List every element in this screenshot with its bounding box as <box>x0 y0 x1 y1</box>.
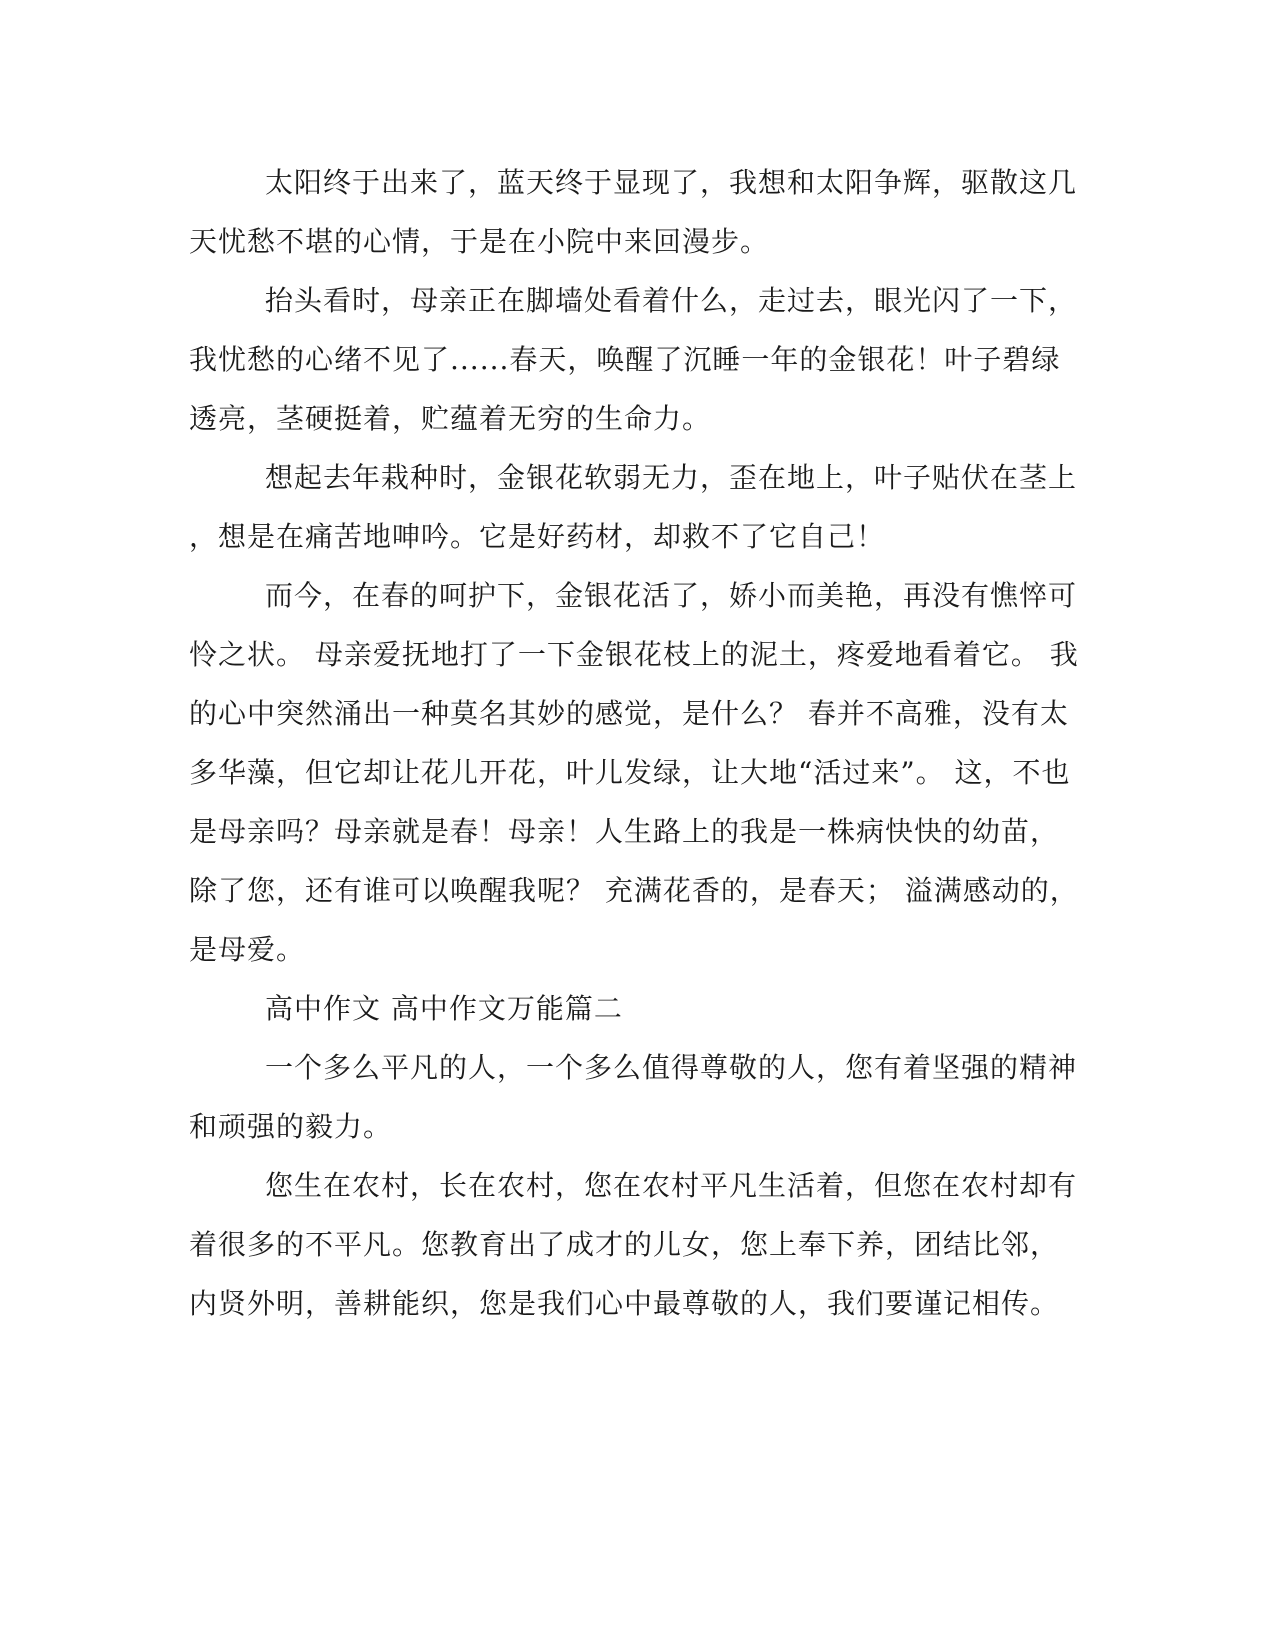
text-line: 太阳终于出来了，蓝天终于显现了，我想和太阳争辉，驱散这几 <box>265 166 1078 199</box>
text-line: 天忧愁不堪的心情，于是在小院中来回漫步。 <box>189 225 770 258</box>
text-line: 透亮，茎硬挺着，贮蕴着无穷的生命力。 <box>189 402 712 435</box>
section-heading: 高中作文 高中作文万能篇二 <box>265 992 623 1025</box>
text-line: 内贤外明，善耕能织，您是我们心中最尊敬的人，我们要谨记相传。 <box>189 1287 1060 1320</box>
text-line: 您生在农村，长在农村，您在农村平凡生活着，但您在农村却有 <box>265 1169 1078 1202</box>
text-line: 而今，在春的呵护下，金银花活了，娇小而美艳，再没有憔悴可 <box>265 579 1078 612</box>
text-line: 抬头看时，母亲正在脚墙处看着什么，走过去，眼光闪了一下， <box>265 284 1078 317</box>
text-line: 和顽强的毅力。 <box>189 1110 393 1143</box>
text-line: 着很多的不平凡。您教育出了成才的儿女，您上奉下养，团结比邻， <box>189 1228 1060 1261</box>
text-line: 多华藻，但它却让花儿开花，叶儿发绿，让大地“活过来”。 这，不也 <box>189 756 1071 789</box>
text-line: 我忧愁的心绪不见了......春天，唤醒了沉睡一年的金银花！叶子碧绿 <box>189 343 1061 376</box>
text-line: 是母爱。 <box>189 933 306 966</box>
text-line: 怜之状。 母亲爱抚地打了一下金银花枝上的泥土，疼爱地看着它。 我 <box>189 638 1079 671</box>
text-line: ，想是在痛苦地呻吟。它是好药材，却救不了它自己！ <box>189 520 886 553</box>
text-line: 除了您，还有谁可以唤醒我呢？ 充满花香的，是春天； 溢满感动的， <box>189 874 1079 907</box>
text-line: 是母亲吗？母亲就是春！母亲！人生路上的我是一株病快快的幼苗， <box>189 815 1060 848</box>
text-line: 一个多么平凡的人，一个多么值得尊敬的人，您有着坚强的精神 <box>265 1051 1078 1084</box>
text-line: 的心中突然涌出一种莫名其妙的感觉，是什么？ 春并不高雅，没有太 <box>189 697 1069 730</box>
text-line: 想起去年栽种时，金银花软弱无力，歪在地上，叶子贴伏在茎上 <box>265 461 1078 494</box>
